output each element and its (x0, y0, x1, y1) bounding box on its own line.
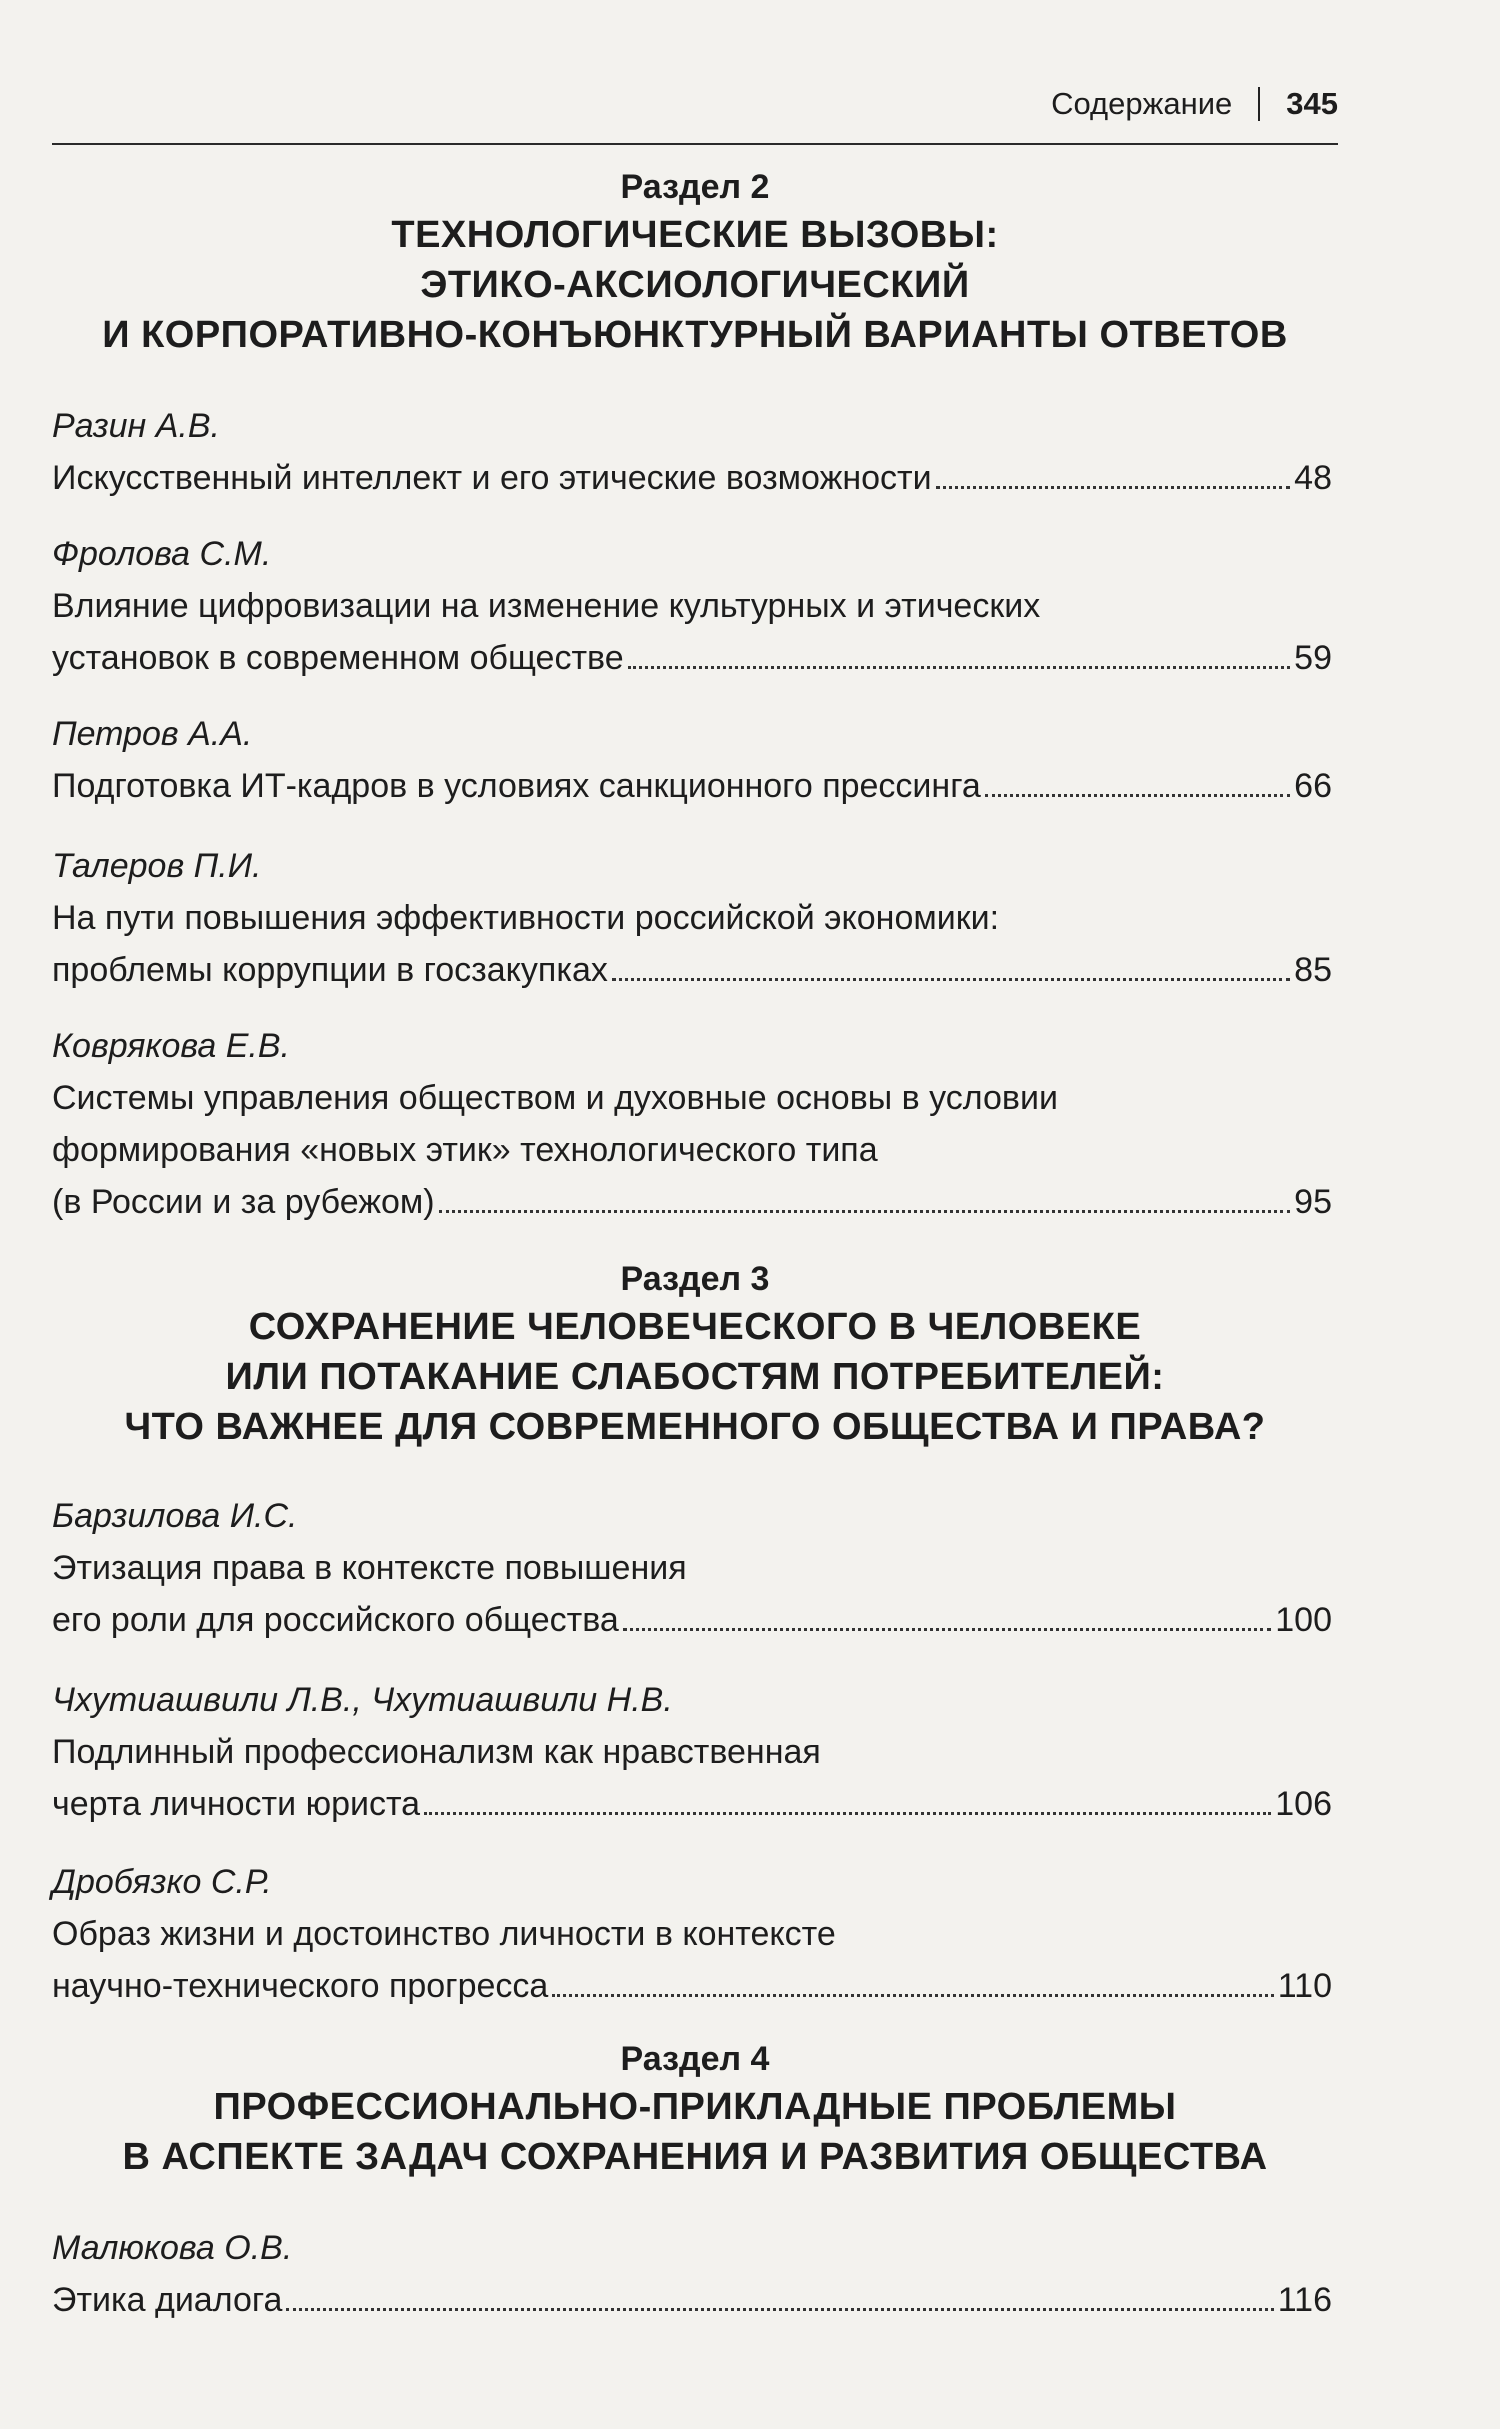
section-4-heading (52, 2036, 1338, 2182)
entry-title-line: Этизация права в контексте повышения (52, 1549, 687, 1587)
entry-title-line: его роли для российского общества (52, 1601, 619, 1639)
section-label: Раздел 3 (620, 1260, 770, 1298)
entry-author: Барзилова И.С. (52, 1497, 298, 1535)
running-head (1051, 86, 1338, 122)
dot-leader (439, 1209, 1291, 1213)
section-title-line: ПРОФЕССИОНАЛЬНО-ПРИКЛАДНЫЕ ПРОБЛЕМЫ (213, 2086, 1177, 2128)
entry-author: Петров А.А. (52, 715, 253, 753)
entry-title-line: (в России и за рубежом) (52, 1183, 435, 1221)
entry-title-line: На пути повышения эффективности российской экономики: (52, 899, 1000, 937)
section-title-line: ИЛИ ПОТАКАНИЕ СЛАБОСТЯМ ПОТРЕБИТЕЛЕЙ: (225, 1356, 1165, 1398)
entry-title-line: Подготовка ИТ-кадров в условиях санкционного прессинга (52, 767, 981, 805)
entry-page: 110 (1277, 1967, 1332, 2005)
entry-author: Коврякова Е.В. (52, 1027, 290, 1065)
dot-leader (623, 1627, 1271, 1631)
entry-title-line: Образ жизни и достоинство личности в контексте (52, 1915, 836, 1953)
running-head-separator (1258, 87, 1260, 121)
entry-page: 95 (1294, 1183, 1332, 1221)
entry-title-line: черта личности юриста (52, 1785, 421, 1823)
entry-page: 106 (1275, 1785, 1332, 1823)
entry-page: 59 (1294, 639, 1332, 677)
section-3-heading (52, 1256, 1338, 1452)
section-label: Раздел 4 (620, 2040, 770, 2078)
entry-title-line: научно-технического прогресса (52, 1967, 549, 2005)
section-title-line: ЧТО ВАЖНЕЕ ДЛЯ СОВРЕМЕННОГО ОБЩЕСТВА И ПРАВА? (124, 1406, 1266, 1448)
section-title-line: И КОРПОРАТИВНО-КОНЪЮНКТУРНЫЙ ВАРИАНТЫ ОТВЕТОВ (102, 314, 1288, 356)
section-title-line: В АСПЕКТЕ ЗАДАЧ СОХРАНЕНИЯ И РАЗВИТИЯ ОБЩЕСТВА (122, 2136, 1268, 2178)
toc-entry[interactable] (52, 2222, 1332, 2326)
dot-leader (612, 977, 1290, 981)
toc-entry[interactable] (52, 840, 1332, 996)
entry-page: 116 (1277, 2281, 1332, 2319)
entry-title-line: Искусственный интеллект и его этические возможности (52, 459, 932, 497)
entry-title-line: формирования «новых этик» технологического типа (52, 1131, 878, 1169)
entry-author: Чхутиашвили Л.В., Чхутиашвили Н.В. (52, 1681, 673, 1719)
section-title-line: ТЕХНОЛОГИЧЕСКИЕ ВЫЗОВЫ: (391, 214, 999, 256)
dot-leader (286, 2307, 1273, 2311)
toc-entry[interactable] (52, 1490, 1332, 1646)
section-title-line: СОХРАНЕНИЕ ЧЕЛОВЕЧЕСКОГО В ЧЕЛОВЕКЕ (248, 1306, 1142, 1348)
entry-title-line: Подлинный профессионализм как нравственная (52, 1733, 821, 1771)
toc-entry[interactable] (52, 708, 1332, 812)
dot-leader (628, 665, 1291, 669)
entry-author: Разин А.В. (52, 407, 220, 445)
entry-title-line: проблемы коррупции в госзакупках (52, 951, 608, 989)
entry-author: Фролова С.М. (52, 535, 272, 573)
toc-entry[interactable] (52, 1020, 1332, 1228)
entry-page: 66 (1294, 767, 1332, 805)
entry-author: Талеров П.И. (52, 847, 262, 885)
entry-author: Дробязко С.Р. (52, 1863, 272, 1901)
entry-page: 48 (1294, 459, 1332, 497)
header-rule (52, 143, 1338, 145)
toc-entry[interactable] (52, 1674, 1332, 1830)
entry-title-line: Системы управления обществом и духовные основы в условии (52, 1079, 1058, 1117)
dot-leader (985, 793, 1290, 797)
toc-entry[interactable] (52, 400, 1332, 504)
toc-entry[interactable] (52, 1856, 1332, 2012)
dot-leader (936, 485, 1291, 489)
section-label: Раздел 2 (620, 168, 770, 206)
dot-leader (424, 1811, 1271, 1815)
section-2-heading (52, 164, 1338, 360)
section-title-line: ЭТИКО-АКСИОЛОГИЧЕСКИЙ (420, 264, 970, 306)
page-number: 345 (1286, 86, 1338, 121)
dot-leader (552, 1993, 1273, 1997)
entry-title-line: установок в современном обществе (52, 639, 624, 677)
running-head-title: Содержание (1051, 86, 1233, 121)
entry-title-line: Этика диалога (52, 2281, 283, 2319)
entry-page: 85 (1294, 951, 1332, 989)
entry-author: Малюкова О.В. (52, 2229, 293, 2267)
toc-entry[interactable] (52, 528, 1332, 684)
entry-title-line: Влияние цифровизации на изменение культурных и этических (52, 587, 1041, 625)
entry-page: 100 (1275, 1601, 1332, 1639)
